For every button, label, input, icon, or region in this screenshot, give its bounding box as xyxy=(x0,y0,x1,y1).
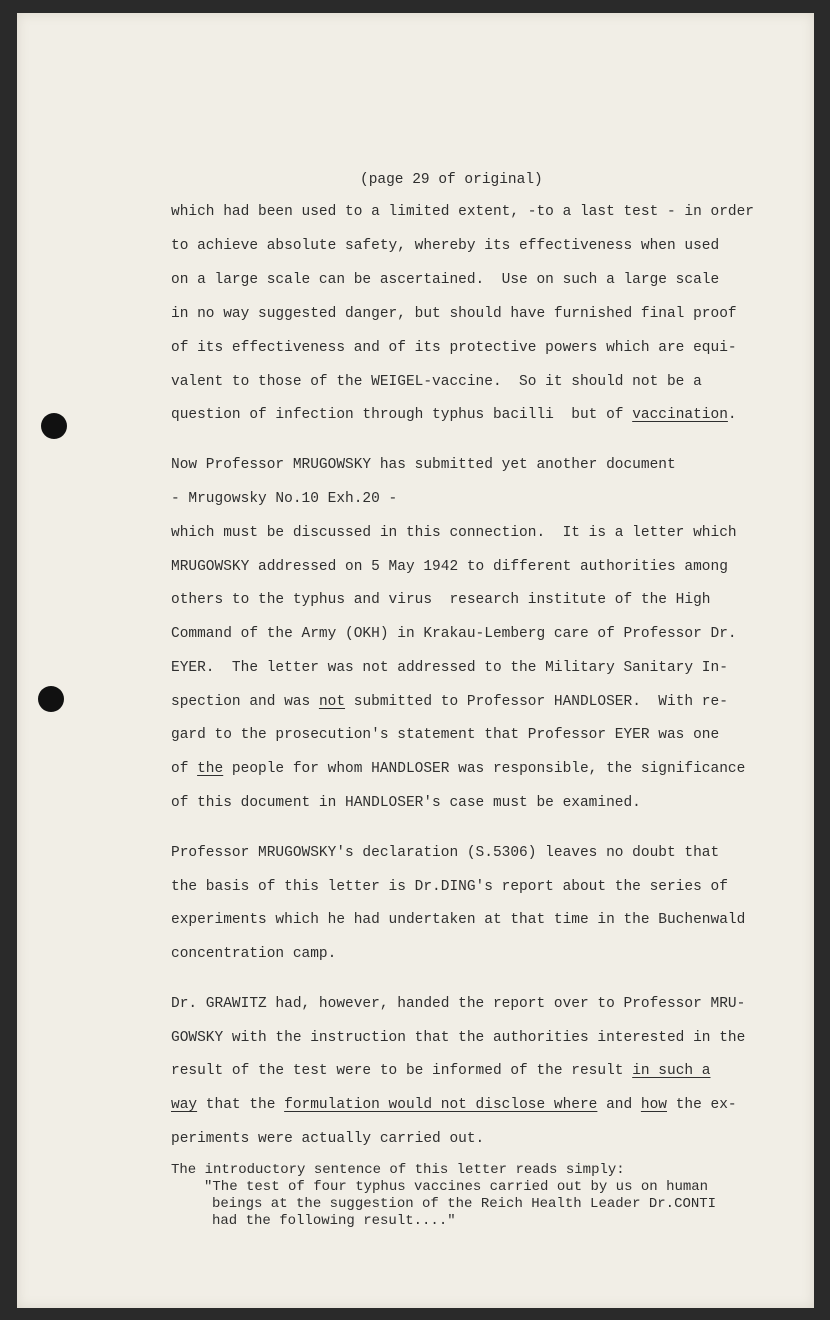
text-line: GOWSKY with the instruction that the authorities interested in the xyxy=(171,1030,746,1046)
text-line: - Mrugowsky No.10 Exh.20 - xyxy=(171,491,398,507)
text-line: the basis of this letter is Dr.DING's report about the series of xyxy=(171,879,728,895)
text-segment: submitted to Professor HANDLOSER. With re- xyxy=(345,694,728,710)
text-segment: of xyxy=(171,761,198,777)
text-line: of this document in HANDLOSER's case must be examined. xyxy=(171,795,641,811)
text-line: experiments which he had undertaken at that time in the Buchenwald xyxy=(171,912,746,928)
underlined-phrase: formulation would not disclose where xyxy=(284,1097,598,1113)
text-line: Dr. GRAWITZ had, however, handed the report over to Professor MRU- xyxy=(171,996,746,1012)
text-line: EYER. The letter was not addressed to the Military Sanitary In- xyxy=(171,660,728,676)
text-line: gard to the prosecution's statement that Professor EYER was one xyxy=(171,727,720,743)
text-line: Command of the Army (OKH) in Krakau-Lemberg care of Professor Dr. xyxy=(171,626,737,642)
text-segment: that the xyxy=(197,1097,285,1113)
text-segment: result of the test were to be informed of the result xyxy=(171,1063,633,1079)
text-line: MRUGOWSKY addressed on 5 May 1942 to different authorities among xyxy=(171,559,728,575)
text-segment: people for whom HANDLOSER was responsible, the significance xyxy=(223,761,746,777)
text-segment: question of infection through typhus bacilli but of xyxy=(171,407,633,423)
underlined-word: how xyxy=(640,1097,668,1113)
text-line: in no way suggested danger, but should have furnished final proof xyxy=(171,306,737,322)
quote-line: "The test of four typhus vaccines carried out by us on human xyxy=(204,1179,709,1195)
text-line xyxy=(171,1062,711,1080)
underlined-word: the xyxy=(197,761,224,777)
text-segment: spection and was xyxy=(171,694,319,710)
text-line: valent to those of the WEIGEL-vaccine. So it should not be a xyxy=(171,374,702,390)
page-number-label: (page 29 of original) xyxy=(360,172,543,188)
text-line xyxy=(171,406,737,424)
text-line: The introductory sentence of this letter reads simply: xyxy=(171,1162,625,1178)
quote-line: had the following result...." xyxy=(212,1213,456,1229)
text-line xyxy=(171,760,745,778)
underlined-word: not xyxy=(318,694,346,710)
punch-hole-top xyxy=(41,413,67,439)
text-line: on a large scale can be ascertained. Use on such a large scale xyxy=(171,272,720,288)
underlined-phrase: in such a xyxy=(632,1063,711,1079)
text-line: concentration camp. xyxy=(171,946,337,962)
text-line xyxy=(171,693,728,711)
text-line: to achieve absolute safety, whereby its effectiveness when used xyxy=(171,238,720,254)
text-line: of its effectiveness and of its protective powers which are equi- xyxy=(171,340,737,356)
text-line: Now Professor MRUGOWSKY has submitted yet another document xyxy=(171,457,676,473)
quote-line: beings at the suggestion of the Reich Health Leader Dr.CONTI xyxy=(212,1196,717,1212)
text-line: which must be discussed in this connection. It is a letter which xyxy=(171,525,737,541)
text-line: Professor MRUGOWSKY's declaration (S.5306) leaves no doubt that xyxy=(171,845,720,861)
text-segment: . xyxy=(727,407,737,423)
underlined-word: way xyxy=(171,1097,198,1113)
text-line: which had been used to a limited extent, -to a last test - in order xyxy=(171,204,754,220)
text-line xyxy=(171,1096,737,1114)
text-line: periments were actually carried out. xyxy=(171,1131,485,1147)
text-line: others to the typhus and virus research institute of the High xyxy=(171,592,711,608)
underlined-word: vaccination xyxy=(632,407,728,423)
text-segment: and xyxy=(597,1097,641,1113)
text-segment: the ex- xyxy=(667,1097,737,1113)
punch-hole-bottom xyxy=(38,686,64,712)
